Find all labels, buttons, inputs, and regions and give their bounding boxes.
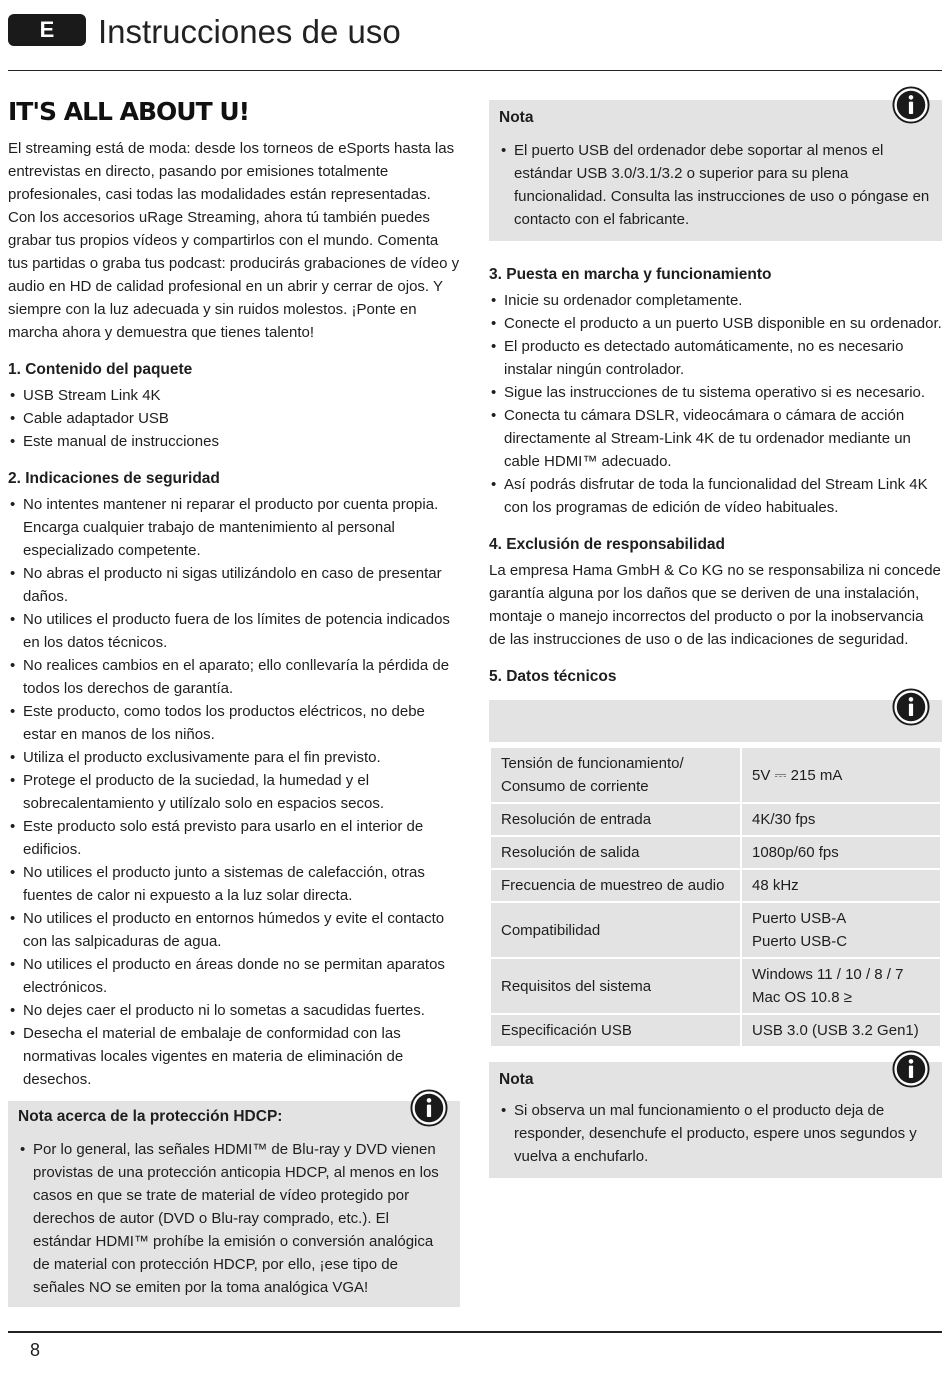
section-title-specs: 5. Datos técnicos — [489, 668, 617, 685]
footer-divider — [8, 1331, 942, 1333]
list-item: • Este producto, como todos los productos eléctricos, no debe estar en manos de los niños. — [8, 700, 460, 746]
spec-label-line: Frecuencia de muestreo de audio — [501, 877, 725, 894]
spec-value — [741, 869, 941, 902]
spec-label-line: Compatibilidad — [501, 921, 601, 939]
list-item: • Utiliza el producto exclusivamente para el fin previsto. — [8, 746, 460, 769]
spec-value-line: Windows 11 / 10 / 8 / 7 — [752, 966, 904, 983]
spec-label-line: Resolución de salida — [501, 844, 640, 861]
list-item: • Inicie su ordenador completamente. — [489, 289, 942, 312]
spec-value — [741, 1014, 941, 1047]
list-item: • Conecte el producto a un puerto USB disponible en su ordenador. — [489, 312, 942, 335]
error-note-list — [499, 1099, 932, 1168]
section-title-contents: 1. Contenido del paquete — [8, 361, 193, 378]
table-row — [490, 747, 941, 803]
spec-value-line: 48 kHz — [752, 877, 799, 894]
specs-header-bar — [489, 700, 942, 742]
list-item: • No utilices el producto en áreas donde no se permitan aparatos electrónicos. — [8, 953, 460, 999]
disclaimer-text: La empresa Hama GmbH & Co KG no se responsabiliza ni concede garantía alguna por los daños que se deriven de una instalación, montaje o manejo incorrectos del producto o por la inobservancia de las instrucciones de uso o de las indicaciones de seguridad. — [489, 562, 941, 648]
spec-label — [490, 902, 741, 958]
list-item: • Desecha el material de embalaje de conformidad con las normativas locales vigentes en materia de eliminación de desechos. — [8, 1022, 460, 1091]
usb-note-list — [499, 139, 932, 231]
hdcp-note — [8, 1101, 460, 1307]
specs-table — [489, 746, 942, 1048]
list-item: • USB Stream Link 4K — [8, 384, 460, 407]
note-title: Nota — [499, 1071, 534, 1088]
spec-label — [490, 1014, 741, 1047]
table-row — [490, 1014, 941, 1047]
header-divider — [8, 70, 942, 71]
spec-label-line: Requisitos del sistema — [501, 977, 652, 995]
list-item: • No dejes caer el producto ni lo sometas a sacudidas fuertes. — [8, 999, 460, 1022]
table-row — [490, 803, 941, 836]
info-icon — [892, 688, 930, 726]
section-title-operation: 3. Puesta en marcha y funcionamiento — [489, 266, 772, 283]
spec-value — [741, 747, 941, 803]
list-item: • No utilices el producto fuera de los límites de potencia indicados en los datos técnicos. — [8, 608, 460, 654]
list-item: • Por lo general, las señales HDMI™ de Blu-ray y DVD vienen provistas de una protección anticopia HDCP, al menos en los casos en que se trate de material de vídeo protegido por derechos de autor (DVD o Blu-ray comprado, etc.). El estándar HDMI™ prohíbe la emisión o conversión analógica de material con protección HDCP, por ello, ¡ese tipo de señales NO se emiten por la toma analógica VGA! — [18, 1138, 450, 1299]
spec-value — [741, 902, 941, 958]
list-item: • Así podrás disfrutar de toda la funcionalidad del Stream Link 4K con los programas de edición de vídeo habituales. — [489, 473, 942, 519]
right-column — [489, 100, 942, 1178]
intro-text: El streaming está de moda: desde los torneos de eSports hasta las entrevistas en directo, pasando por emisiones totalmente profesionales, casi todas las modalidades están representadas. Con los accesorios uRage Streaming, ahora tú también puedes grabar tus propios vídeos y compartirlos con el mundo. Comenta tus partidas o graba tus podcast: producirás grabaciones de vídeo y audio en HD de calidad profesional en un abrir y cerrar de ojos. Y siempre con la luz adecuada y sin ruidos molestos. ¡Ponte en marcha ahora y demuestra que tienes talento! — [8, 140, 460, 341]
spec-value — [741, 958, 941, 1014]
spec-value-line: Mac OS 10.8 ≥ — [752, 989, 852, 1006]
note-title: Nota acerca de la protección HDCP: — [18, 1108, 283, 1125]
usb-note — [489, 100, 942, 241]
list-item: • No abras el producto ni sigas utilizándolo en caso de presentar daños. — [8, 562, 460, 608]
error-note — [489, 1062, 942, 1178]
page-number: 8 — [30, 1340, 41, 1360]
spec-value — [741, 803, 941, 836]
spec-label — [490, 747, 741, 803]
hdcp-note-list — [18, 1138, 450, 1299]
list-item: • El producto es detectado automáticamente, no es necesario instalar ningún controlador. — [489, 335, 942, 381]
spec-label — [490, 869, 741, 902]
language-badge: E — [8, 14, 86, 46]
spec-value-line: 1080p/60 fps — [752, 844, 839, 861]
page-title: Instrucciones de uso — [98, 13, 401, 50]
list-item: • Conecta tu cámara DSLR, videocámara o cámara de acción directamente al Stream-Link 4K de tu ordenador mediante un cable HDMI™ adecuado. — [489, 404, 942, 473]
list-item: • No utilices el producto en entornos húmedos y evite el contacto con las salpicaduras de agua. — [8, 907, 460, 953]
list-item: • No intentes mantener ni reparar el producto por cuenta propia. Encarga cualquier trabajo de mantenimiento al personal especializado competente. — [8, 493, 460, 562]
spec-label-line: Consumo de corriente — [501, 778, 649, 795]
section-title-safety: 2. Indicaciones de seguridad — [8, 470, 220, 487]
page-header — [8, 12, 942, 52]
info-icon — [892, 1050, 930, 1088]
package-contents-list — [8, 384, 460, 453]
left-column — [8, 96, 460, 1307]
section-title-disclaimer: 4. Exclusión de responsabilidad — [489, 536, 726, 553]
spec-label — [490, 836, 741, 869]
info-icon — [892, 86, 930, 124]
table-row — [490, 902, 941, 958]
spec-label-line: Especificación USB — [501, 1022, 632, 1039]
spec-label-line: Tensión de funcionamiento/ — [501, 755, 684, 772]
list-item: • El puerto USB del ordenador debe soportar al menos el estándar USB 3.0/3.1/3.2 o superior para su plena funcionalidad. Consulta las instrucciones de uso o póngase en contacto con el fabricante. — [499, 139, 932, 231]
spec-value — [741, 836, 941, 869]
list-item: • No realices cambios en el aparato; ello conllevaría la pérdida de todos los derechos de garantía. — [8, 654, 460, 700]
operation-list — [489, 289, 942, 519]
table-row — [490, 869, 941, 902]
safety-list — [8, 493, 460, 1091]
spec-label — [490, 803, 741, 836]
spec-value-line: 4K/30 fps — [752, 811, 816, 828]
list-item: • Si observa un mal funcionamiento o el producto deja de responder, desenchufe el producto, espere unos segundos y vuelva a enchufarlo. — [499, 1099, 932, 1168]
slogan: IT'S ALL ABOUT U! — [8, 97, 250, 126]
table-row — [490, 836, 941, 869]
info-icon — [410, 1089, 448, 1127]
list-item: • No utilices el producto junto a sistemas de calefacción, otras fuentes de calor ni expuesto a la luz solar directa. — [8, 861, 460, 907]
spec-value-line: Puerto USB-C — [752, 933, 848, 950]
list-item: • Este producto solo está previsto para usarlo en el interior de edificios. — [8, 815, 460, 861]
list-item: • Protege el producto de la suciedad, la humedad y el sobrecalentamiento y utilízalo solo en espacios secos. — [8, 769, 460, 815]
spec-value-line: 5V ⎓ 215 mA — [752, 766, 843, 784]
list-item: • Cable adaptador USB — [8, 407, 460, 430]
spec-value-line: Puerto USB-A — [752, 910, 847, 927]
note-title: Nota — [499, 109, 534, 126]
spec-value-line: USB 3.0 (USB 3.2 Gen1) — [752, 1022, 919, 1039]
list-item: • Sigue las instrucciones de tu sistema operativo si es necesario. — [489, 381, 942, 404]
table-row — [490, 958, 941, 1014]
spec-label-line: Resolución de entrada — [501, 811, 652, 828]
list-item: • Este manual de instrucciones — [8, 430, 460, 453]
spec-label — [490, 958, 741, 1014]
